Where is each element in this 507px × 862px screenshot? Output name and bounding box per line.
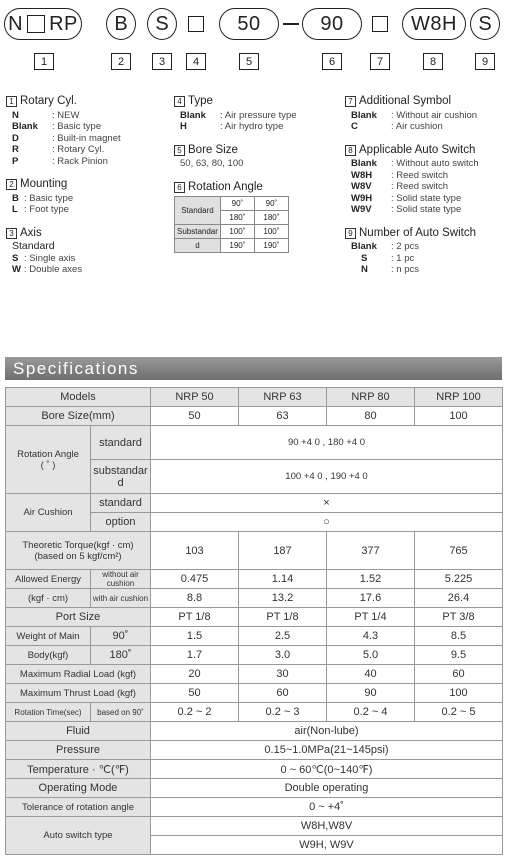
code-switch-count: S — [470, 8, 500, 40]
code-num-9: 9 — [475, 53, 495, 70]
sub-label: without air cushion — [91, 570, 151, 589]
cell: 5.225 — [415, 570, 503, 589]
table-row — [6, 494, 503, 513]
row-label-line: Rotation Angle — [17, 448, 79, 460]
legend-num: 6 — [174, 182, 185, 193]
code-axis: S — [147, 8, 177, 40]
legend-title: Rotary Cyl. — [20, 95, 77, 107]
legend-rotary — [6, 96, 171, 167]
legend-num: 3 — [6, 228, 17, 239]
legend-key: Blank — [351, 109, 377, 121]
legend-key: S — [12, 252, 19, 264]
cell: 63 — [239, 407, 327, 426]
code-dash — [283, 23, 299, 25]
model-col: NRP 50 — [151, 388, 239, 407]
legend-value: : Air cushion — [391, 121, 443, 132]
cell: 50 — [151, 407, 239, 426]
row-label: Weight of Main — [6, 627, 91, 646]
legend-key: B — [12, 192, 19, 204]
row-label: Port Size — [6, 608, 151, 627]
legend-key: Blank — [180, 109, 206, 121]
legend-subtitle: Standard — [12, 240, 55, 252]
code-switch: W8H — [402, 8, 466, 40]
sub-label: with air cushion — [91, 589, 151, 608]
sub-label-line: d — [117, 476, 124, 489]
cell: 5.0 — [327, 646, 415, 665]
specifications-header: Specifications — [5, 357, 502, 380]
row-label-line: ( ˚ ) — [40, 459, 56, 471]
cell: 60 — [415, 665, 503, 684]
row-label: Air Cushion — [6, 494, 91, 532]
table-row — [6, 570, 503, 589]
model-col: NRP 63 — [239, 388, 327, 407]
table-row — [6, 798, 503, 817]
cell: 80 — [327, 407, 415, 426]
legend-title: Number of Auto Switch — [359, 226, 476, 239]
row-label: (kgf · cm) — [6, 589, 91, 608]
legend-value: : Basic type — [24, 192, 74, 204]
sub-label: standard — [91, 494, 151, 513]
legend-value: : Rotary Cyl. — [52, 144, 105, 155]
row-label-line: Theoretic Torque(kgf · cm) — [22, 539, 134, 551]
legend-value: : NEW — [52, 109, 80, 121]
code-series-rp: RP — [49, 12, 78, 35]
cell: 30 — [239, 665, 327, 684]
legend-title: Rotation Angle — [188, 180, 263, 193]
legend-key: W9V — [351, 204, 372, 215]
legend-num: 9 — [345, 228, 356, 239]
sub-label-line: substandar — [93, 464, 148, 477]
code-mounting: B — [106, 8, 136, 40]
row-label: Operating Mode — [6, 779, 151, 798]
sub-label: standard — [91, 426, 151, 460]
table-row — [6, 779, 503, 798]
legend-auto-switch — [345, 145, 505, 216]
cell: 8.8 — [151, 589, 239, 608]
cell: 377 — [327, 532, 415, 570]
cell: 4.3 — [327, 627, 415, 646]
legend-key: W9H — [351, 192, 373, 204]
code-num-5: 5 — [239, 53, 259, 70]
legend-key: S — [361, 252, 368, 264]
cell: 9.5 — [415, 646, 503, 665]
model-col: NRP 100 — [415, 388, 503, 407]
rotation-angle-table — [174, 196, 289, 253]
table-row — [6, 760, 503, 779]
row-label — [6, 532, 151, 570]
cell: 187 — [239, 532, 327, 570]
rotation-cell: 180˚ — [254, 211, 288, 225]
table-row — [6, 627, 503, 646]
cell: 1.5 — [151, 627, 239, 646]
cell: 50 — [151, 684, 239, 703]
legend-key: P — [12, 155, 19, 167]
cell: ○ — [151, 513, 503, 532]
row-label: Temperature · ℃(℉) — [6, 760, 151, 779]
legend-value: : Reed switch — [391, 169, 449, 181]
legend-value: 50, 63, 80, 100 — [180, 158, 244, 169]
legend-switch-count — [345, 228, 505, 276]
legend-bore — [174, 145, 339, 170]
row-label-line: (based on 5 kgf/cm²) — [34, 550, 122, 562]
cell: W8H,W8V — [151, 817, 503, 836]
legend-num: 4 — [174, 96, 185, 107]
cell: 90 +4 0 , 180 +4 0 — [151, 426, 503, 460]
legend-title: Applicable Auto Switch — [359, 143, 476, 156]
table-row — [6, 589, 503, 608]
legend-num: 2 — [6, 179, 17, 190]
legend-num: 1 — [6, 96, 17, 107]
legend-title: Bore Size — [188, 143, 238, 156]
legend-value: : Air hydro type — [220, 121, 284, 132]
cell: 100 +4 0 , 190 +4 0 — [151, 460, 503, 494]
row-label: Bore Size(mm) — [6, 407, 151, 426]
rotation-substandard-label: Substandar — [175, 225, 221, 239]
cell: 103 — [151, 532, 239, 570]
cell: 60 — [239, 684, 327, 703]
legend-value: : 1 pc — [391, 252, 415, 264]
cell: Double operating — [151, 779, 503, 798]
legend-additional — [345, 96, 505, 133]
cell: 8.5 — [415, 627, 503, 646]
rotation-cell: 90˚ — [254, 197, 288, 211]
legend-rotation — [174, 182, 339, 254]
table-row — [6, 684, 503, 703]
row-label: Fluid — [6, 722, 151, 741]
legend-value: : Foot type — [24, 204, 69, 215]
legend-axis — [6, 228, 171, 276]
table-row — [6, 722, 503, 741]
legend-key: Blank — [351, 158, 377, 169]
cell: 0.2 ~ 4 — [327, 703, 415, 722]
legend-title: Axis — [20, 226, 42, 239]
legend-num: 5 — [174, 145, 185, 156]
cell: 100 — [415, 684, 503, 703]
cell: air(Non-lube) — [151, 722, 503, 741]
legend-num: 7 — [345, 96, 356, 107]
legend-col-2 — [174, 96, 339, 265]
row-label: Pressure — [6, 741, 151, 760]
row-label: Auto switch type — [6, 817, 151, 855]
cell: 100 — [415, 407, 503, 426]
sub-label: option — [91, 513, 151, 532]
rotation-cell: 100˚ — [220, 225, 254, 239]
rotation-cell: 100˚ — [254, 225, 288, 239]
code-additional-box — [372, 16, 388, 32]
cell: 0.2 ~ 3 — [239, 703, 327, 722]
table-row — [6, 407, 503, 426]
table-row — [6, 608, 503, 627]
table-row — [6, 646, 503, 665]
cell: × — [151, 494, 503, 513]
code-bore: 50 — [219, 8, 279, 40]
cell: 26.4 — [415, 589, 503, 608]
code-type-box — [188, 16, 204, 32]
code-num-1: 1 — [34, 53, 54, 70]
cell: 1.7 — [151, 646, 239, 665]
row-label: Body(kgf) — [6, 646, 91, 665]
legend-title: Type — [188, 95, 213, 107]
rotation-standard-label: Standard — [175, 197, 221, 225]
models-header: Models — [6, 388, 151, 407]
legend-value: : Basic type — [52, 121, 102, 132]
row-label — [6, 426, 91, 494]
cell: 20 — [151, 665, 239, 684]
cell: 90 — [327, 684, 415, 703]
table-row — [6, 388, 503, 407]
table-row — [6, 532, 503, 570]
cell: 13.2 — [239, 589, 327, 608]
cell: PT 1/8 — [151, 608, 239, 627]
code-num-6: 6 — [322, 53, 342, 70]
cell: 3.0 — [239, 646, 327, 665]
sub-label: 180˚ — [91, 646, 151, 665]
legend-key: L — [12, 204, 18, 215]
legend-value: : Rack Pinion — [52, 155, 108, 167]
legend-type — [174, 96, 339, 133]
cell: 2.5 — [239, 627, 327, 646]
legend-value: : Air pressure type — [220, 109, 297, 121]
legend-key: W8V — [351, 181, 372, 192]
legend-key: C — [351, 121, 358, 132]
legend-key: Blank — [12, 121, 38, 132]
legend-col-3 — [345, 96, 505, 288]
sub-label: based on 90˚ — [91, 703, 151, 722]
table-row — [6, 741, 503, 760]
code-series — [4, 8, 82, 40]
legend-key: W8H — [351, 169, 373, 181]
code-angle: 90 — [302, 8, 362, 40]
cell: PT 1/8 — [239, 608, 327, 627]
cell: 40 — [327, 665, 415, 684]
row-label: Tolerance of rotation angle — [6, 798, 151, 817]
cell: 0.2 ~ 5 — [415, 703, 503, 722]
sub-label: 90˚ — [91, 627, 151, 646]
legend-value: : Solid state type — [391, 204, 462, 215]
row-label: Maximum Thrust Load (kgf) — [6, 684, 151, 703]
legend-key: N — [12, 109, 19, 121]
code-series-blank — [27, 15, 45, 33]
legend-value: : Built-in magnet — [52, 132, 121, 144]
row-label: Allowed Energy — [6, 570, 91, 589]
code-num-2: 2 — [111, 53, 131, 70]
model-code — [4, 6, 504, 76]
legend-key: Blank — [351, 241, 377, 252]
legend-key: D — [12, 132, 19, 144]
cell: PT 3/8 — [415, 608, 503, 627]
legend-num: 8 — [345, 145, 356, 156]
cell: 765 — [415, 532, 503, 570]
row-label: Rotation Time(sec) — [6, 703, 91, 722]
cell: 1.14 — [239, 570, 327, 589]
rotation-cell: 180˚ — [220, 211, 254, 225]
code-num-8: 8 — [423, 53, 443, 70]
legend-value: : Reed switch — [391, 181, 449, 192]
legend-value: : n pcs — [391, 264, 419, 275]
legend-title: Mounting — [20, 178, 68, 190]
specifications-table — [5, 387, 503, 855]
code-series-n: N — [8, 12, 24, 35]
rotation-cell: 190˚ — [220, 239, 254, 253]
legend-value: : Single axis — [24, 252, 76, 264]
legend-value: : Without air cushion — [391, 109, 478, 121]
legend-value: : Double axes — [24, 264, 83, 275]
code-num-4: 4 — [186, 53, 206, 70]
table-row — [6, 817, 503, 836]
table-row — [6, 426, 503, 460]
table-row — [6, 665, 503, 684]
rotation-cell: 90˚ — [220, 197, 254, 211]
cell: W9H, W9V — [151, 836, 503, 855]
code-num-3: 3 — [152, 53, 172, 70]
table-row — [6, 703, 503, 722]
legend-key: R — [12, 144, 19, 155]
legend-key: H — [180, 121, 187, 132]
legend-key: W — [12, 264, 21, 275]
cell: 0.15~1.0MPa(21~145psi) — [151, 741, 503, 760]
legend-col-1 — [6, 96, 171, 288]
legend-value: : Without auto switch — [391, 158, 479, 169]
legend-mounting — [6, 179, 171, 216]
code-num-7: 7 — [370, 53, 390, 70]
cell: 17.6 — [327, 589, 415, 608]
legend-title: Additional Symbol — [359, 95, 452, 107]
cell: 0.2 ~ 2 — [151, 703, 239, 722]
sub-label — [91, 460, 151, 494]
cell: 0 ~ 60℃(0~140℉) — [151, 760, 503, 779]
model-col: NRP 80 — [327, 388, 415, 407]
rotation-substandard-label: d — [175, 239, 221, 253]
cell: 0.475 — [151, 570, 239, 589]
legend-key: N — [361, 264, 368, 275]
legend-value: : 2 pcs — [391, 241, 419, 252]
cell: PT 1/4 — [327, 608, 415, 627]
cell: 0 ~ +4˚ — [151, 798, 503, 817]
legend-value: : Solid state type — [391, 192, 462, 204]
rotation-cell: 190˚ — [254, 239, 288, 253]
cell: 1.52 — [327, 570, 415, 589]
row-label: Maximum Radial Load (kgf) — [6, 665, 151, 684]
